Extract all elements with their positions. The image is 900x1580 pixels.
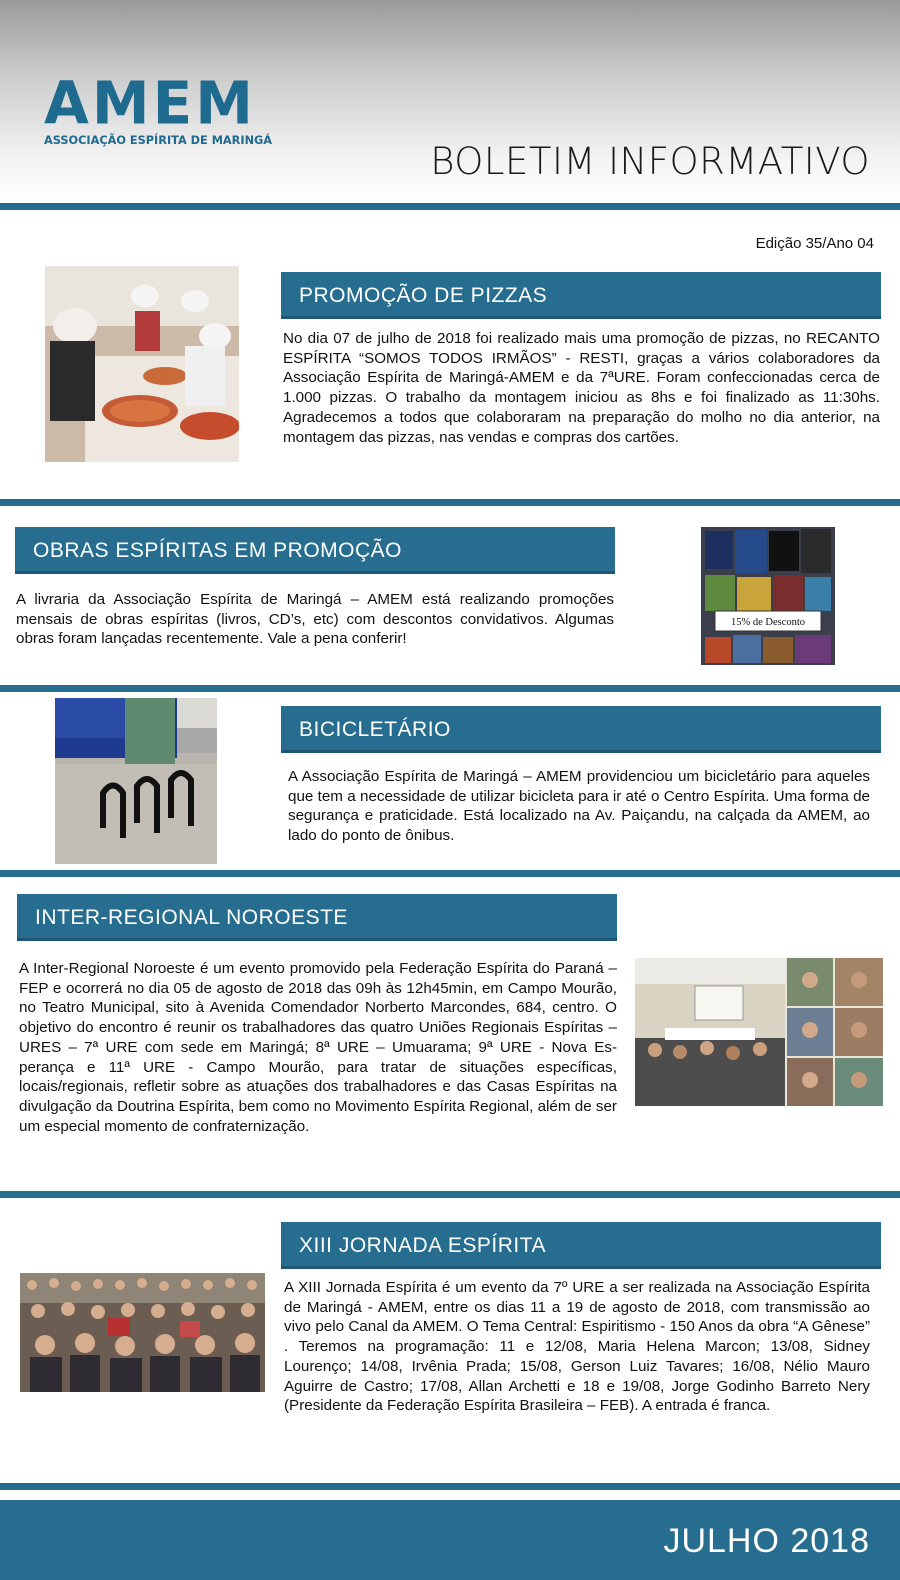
newsletter-header bbox=[0, 0, 900, 200]
divider bbox=[0, 870, 900, 877]
section-heading-bicicletario bbox=[281, 706, 881, 753]
issue-date: JULHO 2018 bbox=[663, 1522, 870, 1560]
divider bbox=[0, 1483, 900, 1490]
meeting-collage-photo bbox=[635, 958, 883, 1106]
footer-bar bbox=[0, 1500, 900, 1580]
section-heading-pizzas bbox=[281, 272, 881, 319]
section-heading-jornada bbox=[281, 1222, 881, 1269]
divider bbox=[0, 1191, 900, 1198]
divider bbox=[0, 203, 900, 210]
audience-photo bbox=[20, 1273, 265, 1392]
jornada-body: A XIII Jornada Espírita é um evento da 7º URE a ser realizada na Associação Espírita de Maringá - AMEM, entre os dias 11 a 19 de agosto de 2018, com transmissão ao vivo pelo Canal da AMEM. O Tema Central: Espiritismo - 150 Anos da obra “A Gênese” . Teremos na programação: 11 e 12/08, Maria Helena Marcon; 13/08, Sidney Lourenço; 14/08, Irvênia Prada; 15/08, Gerson Luiz Tavares; 16/08, Nélio Mauro Aguirre de Castro; 17/08, Allan Archetti e 18 e 19/08, Jorge Godinho Barreto Nery (Presidente da Federação Espírita Brasileira – FEB). A entrada é franca. bbox=[284, 1279, 870, 1415]
divider bbox=[0, 685, 900, 692]
heading-text: OBRAS ESPÍRITAS EM PROMOÇÃO bbox=[33, 539, 403, 562]
logo-wordmark: AMEM bbox=[44, 68, 256, 138]
obras-body: A livraria da Associação Espírita de Maringá – AMEM está realizando promoções mensais de obras espíritas (livros, CD’s, etc) com descontos convidativos. Algumas obras foram lançadas recentemente. Vale a pena conferir! bbox=[16, 591, 614, 648]
logo-subtitle: ASSOCIAÇÃO ESPÍRITA DE MARINGÁ bbox=[44, 134, 273, 147]
discount-sign: 15% de Desconto bbox=[730, 617, 806, 628]
inter-regional-body: A Inter-Regional Noroeste é um evento promovido pela Federação Espírita do Paraná – FEP e ocorrerá no dia 05 de agosto de 2018 das 09h às 12h45min, em Campo Mourão, no Teatro Municipal, sito à Avenida Comendador Norberto Marcondes, 684, centro. O objetivo do encontro é reunir os trabalhadores das quatro Uniões Regionais Espíritas – URES – 7ª URE com sede em Maringá; 8ª URE – Umuarama; 9ª URE - Nova Esperança e 11ª URE - Campo Mourão, para tratar de situações específicas, locais/regionais, refletir sobre as atuações dos trabalhadores e das Casas Espíritas na divulgação da Doutrina Espírita, bem como no Movimento Espírita Regional, além de ser um especial momento de confraternização. bbox=[19, 960, 617, 1135]
newsletter-title: BOLETIM INFORMATIVO bbox=[430, 140, 870, 183]
heading-text: PROMOÇÃO DE PIZZAS bbox=[299, 284, 548, 307]
heading-text: XIII JORNADA ESPÍRITA bbox=[299, 1234, 546, 1257]
books-photo bbox=[701, 527, 835, 665]
divider bbox=[0, 499, 900, 506]
heading-text: INTER-REGIONAL NOROESTE bbox=[35, 906, 348, 929]
pizzas-body: No dia 07 de julho de 2018 foi realizado mais uma promoção de pizzas, no RECANTO ESPÍRITA “SOMOS TODOS IRMÃOS” - RESTI, graças a vários colaboradores da Associação Espírita de Maringá-AMEM e da 7ªURE. Foram confeccionadas cerca de 1.000 pizzas. O trabalho da montagem iniciou as 8hs e foi finalizado as 11:30hs. Agradecemos a todos que colaboraram na preparação do molho no dia anterior, na montagem das pizzas, nas vendas e compras dos cartões. bbox=[283, 330, 880, 446]
section-heading-inter-regional bbox=[17, 894, 617, 941]
bike-rack-photo bbox=[55, 698, 217, 864]
bicicletario-body: A Associação Espírita de Maringá – AMEM providenciou um bicicletário para aqueles que tem a necessidade de utilizar bicicleta para ir até o Centro Espírita. Uma forma de segurança e praticidade. Está localizado na Av. Paiçandu, na calçada da AMEM, ao lado do ponto de ônibus. bbox=[288, 768, 870, 845]
amem-logo bbox=[44, 68, 273, 147]
section-heading-obras bbox=[15, 527, 615, 574]
heading-text: BICICLETÁRIO bbox=[299, 718, 451, 741]
edition-label: Edição 35/Ano 04 bbox=[755, 235, 874, 252]
pizza-volunteers-photo bbox=[45, 266, 239, 462]
